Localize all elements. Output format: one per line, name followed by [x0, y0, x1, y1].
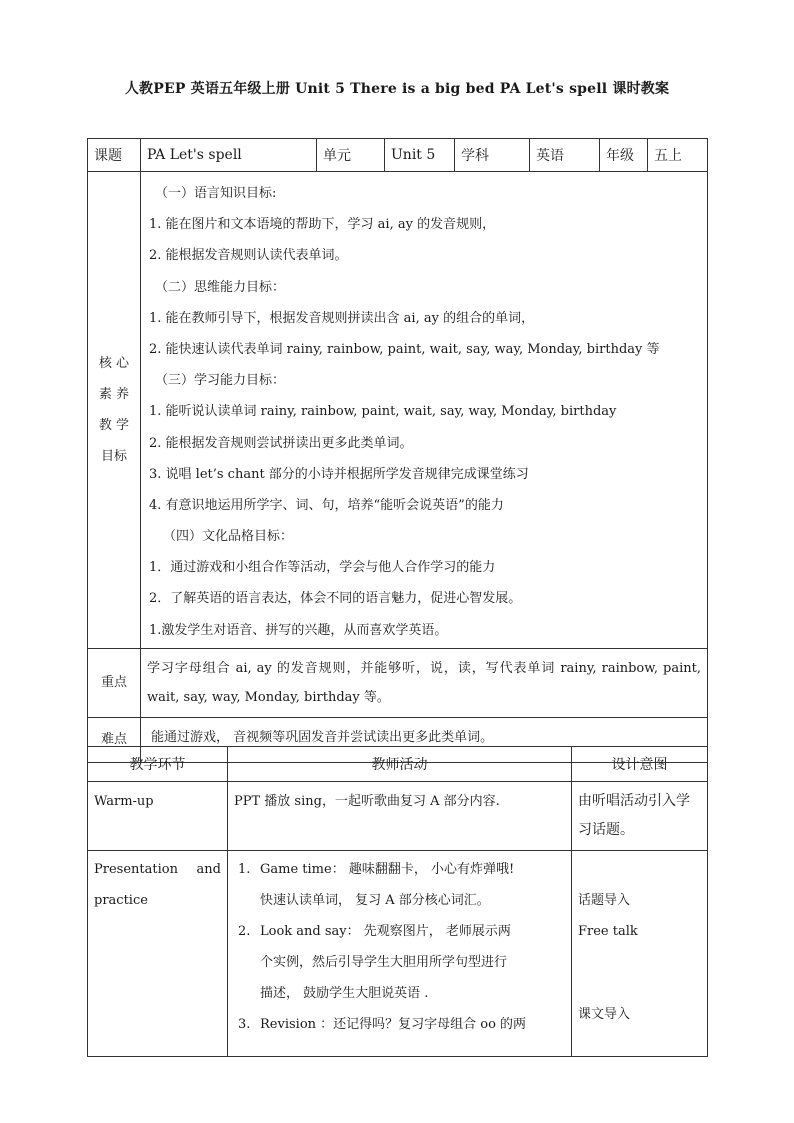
- page-title: 人教PEP 英语五年级上册 Unit 5 There is a big bed PA Let's spell 课时教案: [124, 81, 670, 97]
- goal-heading: （一）语言知识目标:: [155, 186, 277, 201]
- design-line: Free talk: [578, 924, 638, 939]
- step-number: 2.: [238, 924, 251, 939]
- header-row: [88, 139, 708, 172]
- goal-heading: （三）学习能力目标：: [155, 373, 286, 389]
- step-item: [234, 854, 565, 916]
- subject-label: 学科: [455, 139, 530, 172]
- goals-label-line: 核 心: [98, 355, 130, 371]
- goal-heading: （四）文化品格目标：: [163, 529, 294, 545]
- presentation-stage-word: and: [196, 862, 221, 877]
- goals-label-line: 素 养: [98, 386, 130, 402]
- step-number: 3.: [238, 1017, 251, 1032]
- goals-row: [88, 172, 708, 649]
- goal-item: 1. 能听说认读单词 rainy, rainbow, paint, wait, say, way, Monday, birthday: [149, 404, 617, 420]
- goal-item: 1.激发学生对语音、拼写的兴趣，从而喜欢学英语。: [149, 622, 448, 638]
- goal-item: 1．通过游戏和小组合作等活动，学会与他人合作学习的能力: [149, 560, 496, 576]
- teaching-process-table: [87, 746, 708, 1057]
- step-line: Revision ：还记得吗？复习字母组合 oo 的两: [260, 1017, 527, 1032]
- warmup-stage: Warm-up: [88, 782, 228, 851]
- unit-value: Unit 5: [385, 139, 455, 172]
- step-line: Look and say： 先观察图片， 老师展示两: [260, 924, 511, 939]
- step-line: 描述， 鼓励学生大胆说英语 .: [260, 986, 429, 1001]
- key-points-row: [88, 648, 708, 717]
- grade-label: 年级: [600, 139, 648, 172]
- design-line: 话题导入: [578, 893, 631, 908]
- goal-item: 1. 能在图片和文本语境的帮助下，学习 ai, ay 的发音规则，: [149, 217, 496, 233]
- teacher-activity-header: 教师活动: [228, 747, 572, 782]
- goals-label-line: 教 学: [98, 417, 130, 433]
- warmup-design: 由听唱活动引入学习话题。: [572, 782, 708, 851]
- subject-value: 英语: [530, 139, 600, 172]
- warmup-teacher: PPT 播放 sing，一起听歌曲复习 A 部分内容.: [228, 782, 572, 851]
- warmup-row: [88, 782, 708, 851]
- step-text: [260, 1009, 565, 1040]
- goal-item: 2. 能根据发音规则认读代表单词。: [149, 248, 348, 264]
- grade-value: 五上: [648, 139, 708, 172]
- goal-item: 2. 能快速认读代表单词 rainy, rainbow, paint, wait, say, way, Monday, birthday 等: [149, 341, 660, 357]
- presentation-row: [88, 851, 708, 1057]
- goals-label-line: 目标: [100, 448, 127, 464]
- presentation-stage: [88, 851, 228, 1057]
- goal-item: 1. 能在教师引导下，根据发音规则拼读出含 ai, ay 的组合的单词，: [149, 310, 535, 326]
- goal-item: 4. 有意识地运用所学字、词、句，培养“能听会说英语”的能力: [149, 497, 504, 513]
- stage-header: 教学环节: [88, 747, 228, 782]
- goal-item: 2．了解英语的语言表达，体会不同的语言魅力，促进心智发展。: [149, 591, 522, 607]
- unit-label: 单元: [317, 139, 385, 172]
- difficulties-text: 能通过游戏， 音视频等巩固发音并尝试读出更多此类单词。: [141, 717, 708, 762]
- topic-value: PA Let's spell: [141, 139, 317, 172]
- step-line: Game time： 趣味翻翻卡， 小心有炸弹哦!: [260, 862, 515, 877]
- design-intent-header: 设计意图: [572, 747, 708, 782]
- difficulties-label: 难点: [88, 717, 141, 762]
- design-spacer: [572, 947, 707, 999]
- presentation-stage-word: practice: [94, 893, 148, 908]
- step-text: [260, 916, 565, 1009]
- key-points-label: 重点: [88, 648, 141, 717]
- step-line: 个实例，然后引导学生大胆用所学句型进行: [260, 955, 508, 970]
- step-item: [234, 1009, 565, 1040]
- goals-content: [141, 172, 708, 649]
- lesson-info-table: [87, 138, 708, 763]
- goal-item: 2. 能根据发音规则尝试拼读出更多此类单词。: [149, 435, 413, 451]
- step-item: [234, 916, 565, 1009]
- presentation-design: [572, 851, 708, 1057]
- design-line: 课文导入: [578, 1007, 631, 1022]
- step-line: 快速认读单词， 复习 A 部分核心词汇。: [260, 893, 490, 908]
- step-text: [260, 854, 565, 916]
- goals-label: [88, 172, 141, 649]
- presentation-stage-word: Presentation: [94, 862, 178, 877]
- presentation-teacher: [228, 851, 572, 1057]
- topic-label: 课题: [88, 139, 141, 172]
- key-points-text: 学习字母组合 ai, ay 的发音规则，并能够听，说，读，写代表单词 rainy, rainbow, paint, wait, say, way, Monday, birthday 等。: [141, 648, 708, 717]
- process-header-row: [88, 747, 708, 782]
- goal-heading: （二）思维能力目标：: [155, 279, 286, 295]
- step-number: 1.: [238, 862, 251, 877]
- goal-item: 3. 说唱 let’s chant 部分的小诗并根据所学发音规律完成课堂练习: [149, 466, 529, 482]
